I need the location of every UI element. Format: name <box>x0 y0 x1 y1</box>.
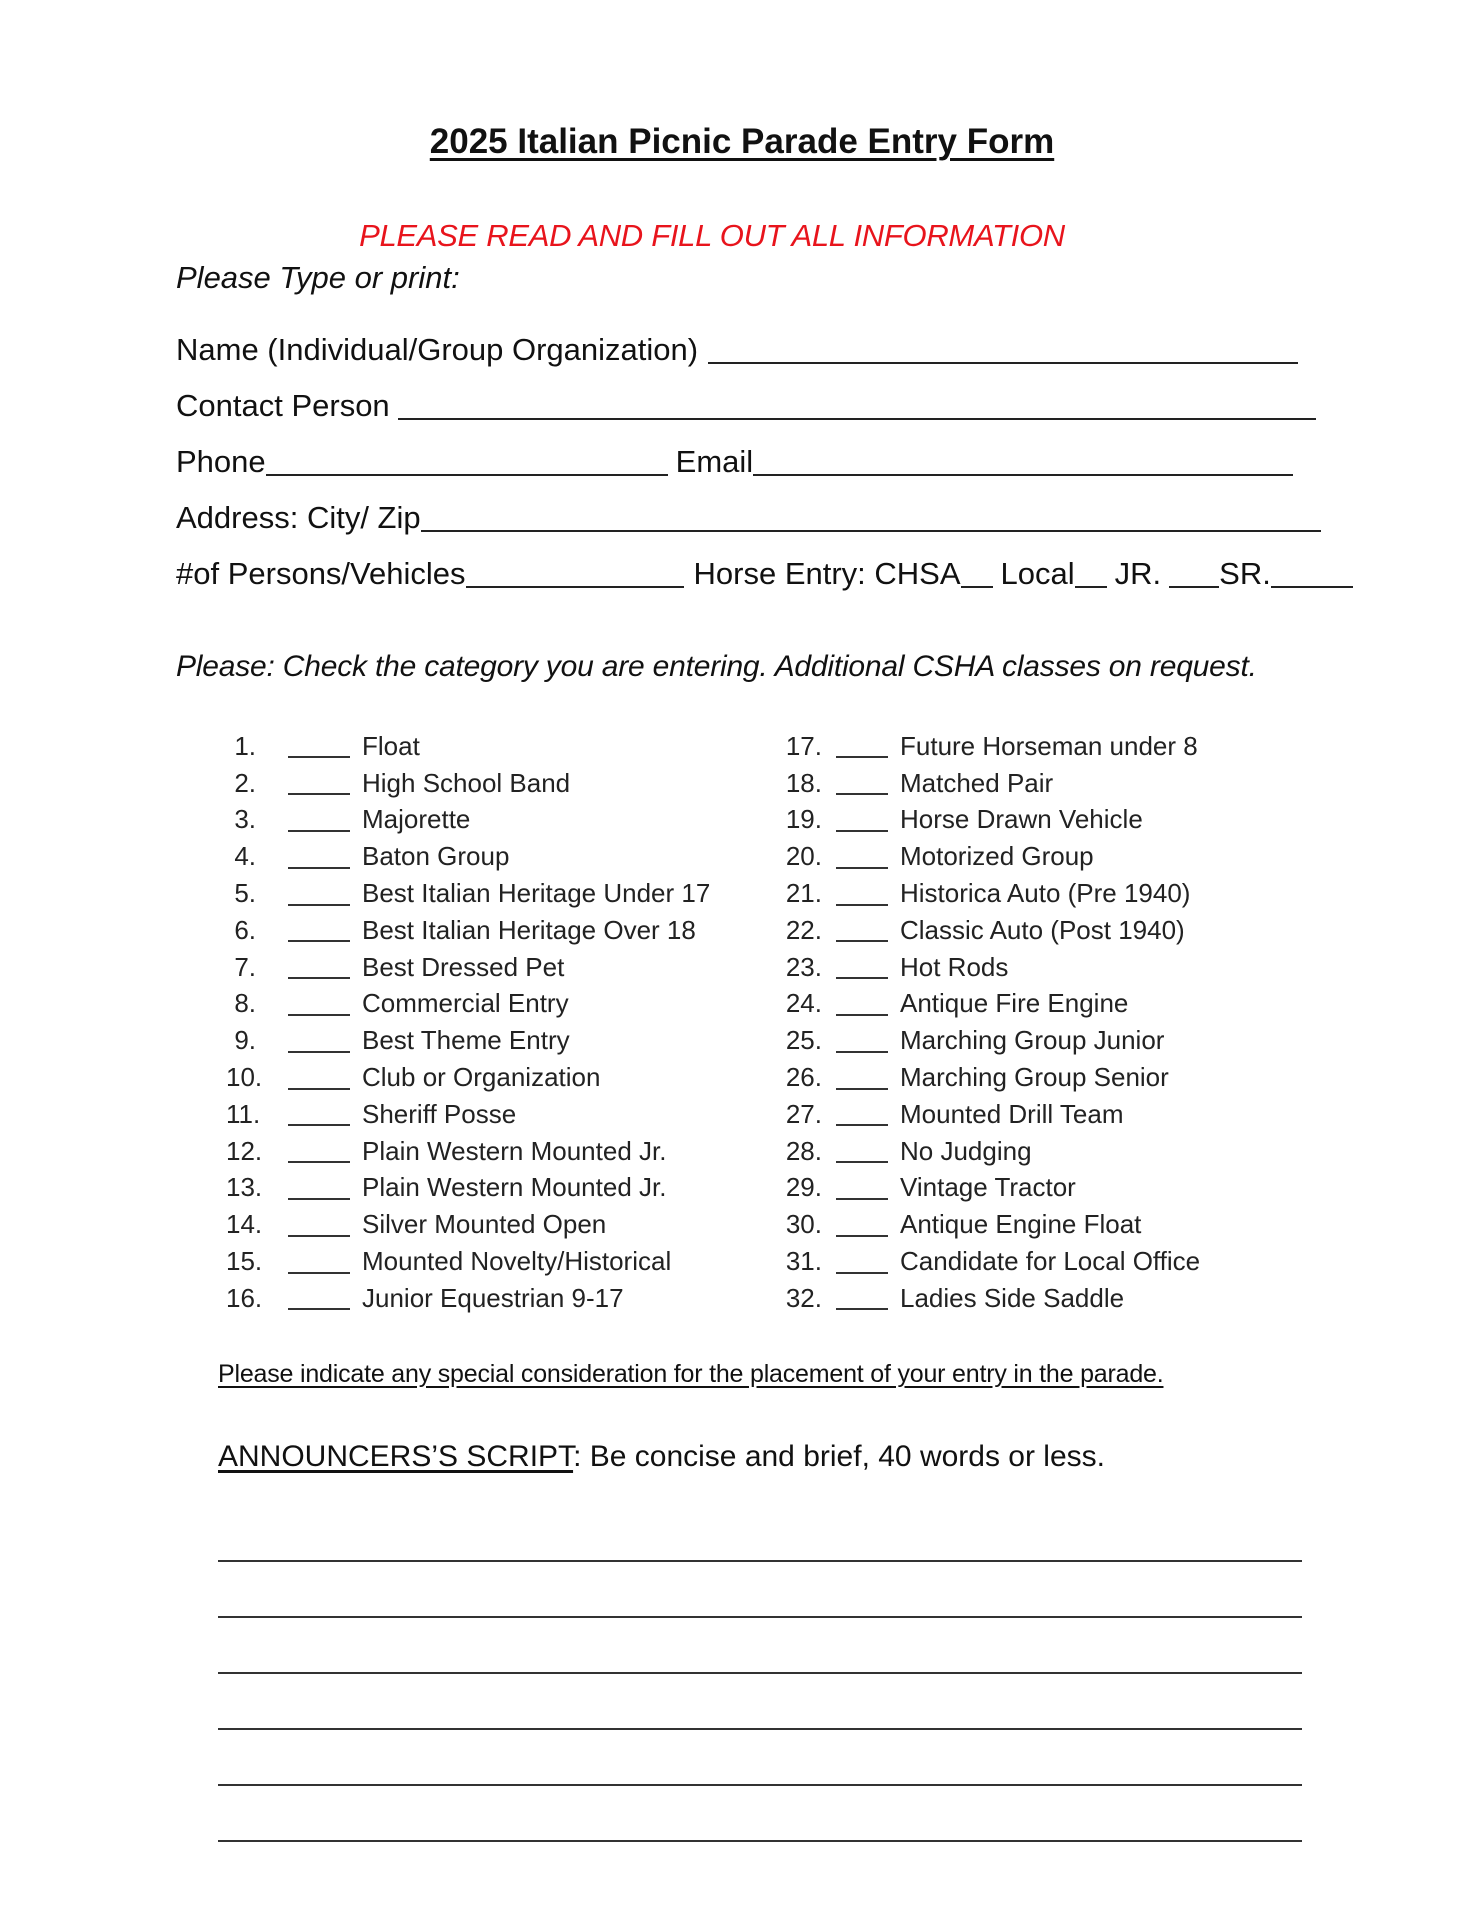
category-item <box>226 986 710 1023</box>
persons-field[interactable] <box>466 556 684 588</box>
category-label: Marching Group Senior <box>900 1062 1169 1093</box>
category-item <box>226 1280 710 1317</box>
category-number: 14. <box>226 1209 263 1240</box>
script-instruction: : Be concise and brief, 40 words or less. <box>573 1440 1105 1473</box>
category-item <box>780 1206 1200 1243</box>
category-item <box>226 728 710 765</box>
category-item <box>226 1170 710 1207</box>
category-checkbox-blank[interactable] <box>288 1102 350 1126</box>
category-checkbox-blank[interactable] <box>288 771 350 795</box>
category-label: Plain Western Mounted Jr. <box>362 1135 667 1166</box>
category-item <box>226 1133 710 1170</box>
category-checkbox-blank[interactable] <box>836 992 888 1016</box>
category-label: Mounted Novelty/Historical <box>362 1246 672 1277</box>
category-checkbox-blank[interactable] <box>288 1029 350 1053</box>
category-number: 12. <box>226 1135 263 1166</box>
category-list-right <box>780 728 1200 1317</box>
category-checkbox-blank[interactable] <box>836 1176 888 1200</box>
category-checkbox-blank[interactable] <box>836 1139 888 1163</box>
category-checkbox-blank[interactable] <box>288 734 350 758</box>
category-number: 2. <box>234 767 256 798</box>
category-number: 24. <box>785 988 822 1019</box>
name-row <box>176 330 1298 370</box>
script-line[interactable] <box>218 1616 1302 1618</box>
name-field[interactable] <box>708 332 1298 364</box>
category-instructions: Please: Check the category you are entering. Additional CSHA classes on request. <box>176 650 1257 683</box>
persons-label: #of Persons/Vehicles <box>176 556 466 591</box>
category-label: Future Horseman under 8 <box>900 730 1198 761</box>
category-checkbox-blank[interactable] <box>288 1213 350 1237</box>
category-number: 30. <box>785 1209 822 1240</box>
jr-field[interactable] <box>1169 556 1219 588</box>
category-number: 10. <box>226 1062 263 1093</box>
category-label: Antique Fire Engine <box>900 988 1129 1019</box>
notice-text: PLEASE READ AND FILL OUT ALL INFORMATION <box>359 218 1065 253</box>
category-item <box>226 1243 710 1280</box>
local-field[interactable] <box>1075 556 1107 588</box>
category-number: 28. <box>785 1135 822 1166</box>
script-line[interactable] <box>218 1728 1302 1730</box>
category-item <box>780 912 1200 949</box>
category-checkbox-blank[interactable] <box>836 734 888 758</box>
category-checkbox-blank[interactable] <box>836 808 888 832</box>
script-heading: ANNOUNCERS’S SCRIPT <box>218 1440 574 1473</box>
category-item <box>226 949 710 986</box>
category-item <box>226 802 710 839</box>
category-checkbox-blank[interactable] <box>288 1066 350 1090</box>
category-number: 25. <box>785 1025 822 1056</box>
category-number: 27. <box>785 1098 822 1129</box>
category-label: Marching Group Junior <box>900 1025 1165 1056</box>
category-checkbox-blank[interactable] <box>288 918 350 942</box>
category-checkbox-blank[interactable] <box>836 1102 888 1126</box>
contact-field[interactable] <box>398 388 1316 420</box>
category-checkbox-blank[interactable] <box>288 955 350 979</box>
category-item <box>780 875 1200 912</box>
category-label: Float <box>362 730 420 761</box>
category-number: 15. <box>226 1246 263 1277</box>
category-checkbox-blank[interactable] <box>288 1176 350 1200</box>
email-label: Email <box>675 444 754 479</box>
phone-label: Phone <box>176 444 266 479</box>
category-number: 9. <box>234 1025 256 1056</box>
category-checkbox-blank[interactable] <box>288 845 350 869</box>
category-label: Historica Auto (Pre 1940) <box>900 878 1191 909</box>
category-item <box>780 949 1200 986</box>
category-list-left <box>226 728 710 1317</box>
category-item <box>780 728 1200 765</box>
category-label: Ladies Side Saddle <box>900 1282 1125 1313</box>
category-number: 18. <box>785 767 822 798</box>
category-number: 8. <box>234 988 256 1019</box>
sr-label: SR. <box>1219 556 1271 591</box>
category-item <box>226 912 710 949</box>
name-label: Name (Individual/Group Organization) <box>176 332 699 367</box>
category-label: Plain Western Mounted Jr. <box>362 1172 667 1203</box>
category-checkbox-blank[interactable] <box>288 1139 350 1163</box>
category-item <box>226 1206 710 1243</box>
email-field[interactable] <box>753 444 1293 476</box>
category-item <box>780 765 1200 802</box>
contact-label: Contact Person <box>176 388 390 423</box>
category-label: Matched Pair <box>900 767 1054 798</box>
sr-field[interactable] <box>1271 556 1353 588</box>
category-checkbox-blank[interactable] <box>288 1286 350 1310</box>
category-number: 17. <box>785 730 822 761</box>
category-checkbox-blank[interactable] <box>836 1213 888 1237</box>
form-title: 2025 Italian Picnic Parade Entry Form <box>429 122 1055 161</box>
category-label: Club or Organization <box>362 1062 601 1093</box>
persons-horse-row <box>176 554 1353 594</box>
category-item <box>780 1059 1200 1096</box>
script-line[interactable] <box>218 1672 1302 1674</box>
category-number: 22. <box>785 914 822 945</box>
category-checkbox-blank[interactable] <box>288 882 350 906</box>
category-label: Junior Equestrian 9-17 <box>362 1282 624 1313</box>
address-row <box>176 498 1321 538</box>
category-item <box>780 838 1200 875</box>
category-number: 26. <box>785 1062 822 1093</box>
category-label: Best Italian Heritage Under 17 <box>362 878 711 909</box>
category-label: Mounted Drill Team <box>900 1098 1124 1129</box>
category-label: Antique Engine Float <box>900 1209 1142 1240</box>
category-item <box>780 986 1200 1023</box>
category-item <box>226 1096 710 1133</box>
horse-chsa-label: Horse Entry: CHSA <box>693 556 961 591</box>
script-line[interactable] <box>218 1840 1302 1842</box>
category-item <box>780 1133 1200 1170</box>
category-checkbox-blank[interactable] <box>836 1286 888 1310</box>
category-checkbox-blank[interactable] <box>836 1250 888 1274</box>
category-label: Majorette <box>362 804 471 835</box>
category-number: 23. <box>785 951 822 982</box>
category-checkbox-blank[interactable] <box>288 808 350 832</box>
category-checkbox-blank[interactable] <box>288 992 350 1016</box>
category-label: Vintage Tractor <box>900 1172 1076 1203</box>
category-number: 1. <box>234 730 256 761</box>
placement-note: Please indicate any special consideration for the placement of your entry in the parade. <box>218 1360 1164 1388</box>
category-item <box>780 802 1200 839</box>
address-label: Address: City/ Zip <box>176 500 421 535</box>
category-label: Best Italian Heritage Over 18 <box>362 914 696 945</box>
category-item <box>780 1022 1200 1059</box>
category-label: Commercial Entry <box>362 988 569 1019</box>
contact-row <box>176 386 1316 426</box>
category-checkbox-blank[interactable] <box>836 955 888 979</box>
category-label: Best Dressed Pet <box>362 951 565 982</box>
category-item <box>780 1280 1200 1317</box>
category-label: Silver Mounted Open <box>362 1209 607 1240</box>
category-label: Sheriff Posse <box>362 1098 517 1129</box>
category-checkbox-blank[interactable] <box>836 882 888 906</box>
category-checkbox-blank[interactable] <box>836 1029 888 1053</box>
category-checkbox-blank[interactable] <box>836 1066 888 1090</box>
category-item <box>780 1243 1200 1280</box>
category-item <box>226 838 710 875</box>
instructions-text: Please Type or print: <box>176 260 460 295</box>
category-checkbox-blank[interactable] <box>836 845 888 869</box>
category-item <box>780 1170 1200 1207</box>
category-label: Horse Drawn Vehicle <box>900 804 1143 835</box>
category-number: 5. <box>234 878 256 909</box>
address-field[interactable] <box>421 500 1321 532</box>
category-label: No Judging <box>900 1135 1032 1166</box>
script-line[interactable] <box>218 1560 1302 1562</box>
local-label: Local <box>1000 556 1075 591</box>
category-number: 3. <box>234 804 256 835</box>
category-label: Best Theme Entry <box>362 1025 570 1056</box>
category-checkbox-blank[interactable] <box>836 918 888 942</box>
category-number: 6. <box>234 914 256 945</box>
category-item <box>226 1059 710 1096</box>
jr-label: JR. <box>1114 556 1162 591</box>
category-item <box>780 1096 1200 1133</box>
category-number: 32. <box>785 1282 822 1313</box>
category-number: 7. <box>234 951 256 982</box>
category-number: 20. <box>785 841 822 872</box>
category-number: 11. <box>226 1098 261 1129</box>
category-number: 19. <box>785 804 822 835</box>
phone-email-row <box>176 442 1293 482</box>
category-label: Baton Group <box>362 841 510 872</box>
category-label: Classic Auto (Post 1940) <box>900 914 1185 945</box>
category-item <box>226 765 710 802</box>
category-label: High School Band <box>362 767 571 798</box>
horse-chsa-field[interactable] <box>961 556 993 588</box>
category-number: 31. <box>785 1246 822 1277</box>
category-number: 16. <box>226 1282 263 1313</box>
category-number: 29. <box>785 1172 822 1203</box>
script-line[interactable] <box>218 1784 1302 1786</box>
category-label: Candidate for Local Office <box>900 1246 1201 1277</box>
script-heading-row <box>218 1440 1105 1474</box>
category-label: Motorized Group <box>900 841 1094 872</box>
phone-field[interactable] <box>266 444 668 476</box>
category-number: 13. <box>226 1172 263 1203</box>
category-number: 21. <box>785 878 822 909</box>
category-item <box>226 875 710 912</box>
category-item <box>226 1022 710 1059</box>
category-number: 4. <box>234 841 256 872</box>
category-label: Hot Rods <box>900 951 1009 982</box>
category-checkbox-blank[interactable] <box>836 771 888 795</box>
category-checkbox-blank[interactable] <box>288 1250 350 1274</box>
